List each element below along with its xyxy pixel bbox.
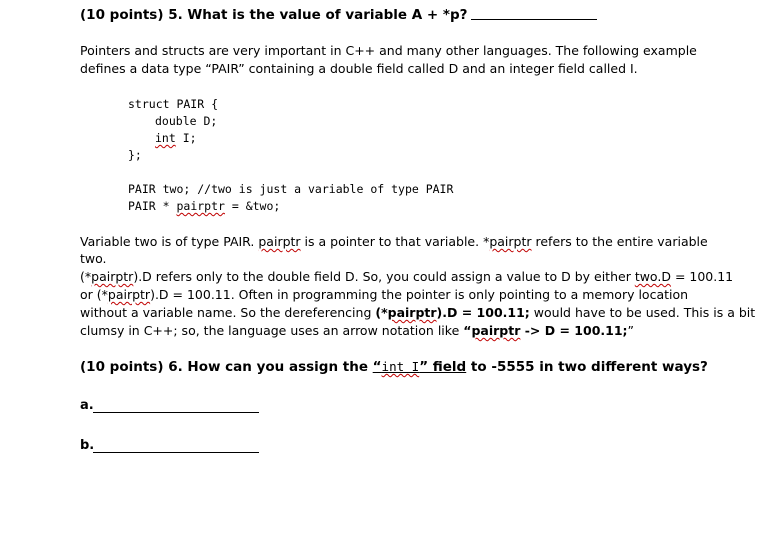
body-bold: (* xyxy=(375,305,388,320)
body-text: refers to the entire variable xyxy=(531,234,708,249)
body-pairptr: pairptr xyxy=(387,305,437,320)
answer-a-label: a. xyxy=(80,398,94,413)
code-int-keyword: int xyxy=(155,131,176,145)
code-line-int xyxy=(155,130,197,147)
body-line-3 xyxy=(80,268,733,286)
quote-close: ” field xyxy=(419,359,467,375)
intro-line-1: Pointers and structs are very important in C++ and many other languages. The following example xyxy=(80,43,697,58)
body-pairptr: pairptr xyxy=(107,287,151,302)
code-line-double: double D; xyxy=(155,114,218,128)
body-line-4 xyxy=(80,286,688,304)
code-line-close: }; xyxy=(128,148,142,162)
body-bold: ).D = 100.11; xyxy=(436,305,530,320)
body-two-d: two.D xyxy=(634,269,671,284)
code-line-struct: struct PAIR { xyxy=(128,97,219,111)
body-bold: “ xyxy=(463,323,472,338)
body-bold: -> D = 100.11; xyxy=(520,323,628,338)
answer-b-label: b. xyxy=(80,438,95,453)
body-text: clumsy in C++; so, the language uses an arrow notation like xyxy=(80,323,464,338)
body-line-5 xyxy=(80,304,755,322)
question-6-field xyxy=(373,359,467,375)
code-pointer-c: = &two; xyxy=(224,199,281,213)
body-line-1 xyxy=(80,233,708,251)
body-pairptr: pairptr xyxy=(258,234,301,249)
question-6-text: (10 points) 6. How can you assign the xyxy=(80,359,373,375)
answer-blank-5[interactable] xyxy=(471,7,597,20)
body-text: would have to be used. This is a bit xyxy=(529,305,756,320)
question-6-code: int I xyxy=(381,359,420,374)
intro-line-2: defines a data type “PAIR” containing a double field called D and an integer field called I. xyxy=(80,61,638,76)
body-text: Variable two is of type PAIR. xyxy=(80,234,259,249)
body-text: ” xyxy=(627,323,635,338)
body-text: (* xyxy=(80,269,92,284)
code-line-declare-two: PAIR two; //two is just a variable of type PAIR xyxy=(128,182,454,196)
body-pairptr: pairptr xyxy=(91,269,134,284)
body-line-6 xyxy=(80,322,634,340)
question-6 xyxy=(80,359,708,375)
body-text: is a pointer to that variable. * xyxy=(300,234,490,249)
question-5-text: (10 points) 5. What is the value of variable A + *p? xyxy=(80,7,468,23)
code-pointer-a: PAIR * xyxy=(128,199,177,213)
quote-open: “ xyxy=(372,359,382,375)
answer-b-blank[interactable] xyxy=(93,452,259,453)
code-int-rest: I; xyxy=(175,131,197,145)
body-pairptr: pairptr xyxy=(471,323,521,338)
body-text: ).D = 100.11. Often in programming the pointer is only pointing to a memory location xyxy=(150,287,689,302)
body-line-2: two. xyxy=(80,251,107,266)
body-text: = 100.11 xyxy=(670,269,734,284)
code-line-pointer xyxy=(128,198,280,215)
body-pairptr: pairptr xyxy=(489,234,532,249)
body-text: or (* xyxy=(80,287,108,302)
question-5 xyxy=(80,7,597,23)
body-text: ).D refers only to the double field D. So, you could assign a value to D by either xyxy=(133,269,635,284)
body-text: without a variable name. So the dereferencing xyxy=(80,305,376,320)
answer-a-blank[interactable] xyxy=(93,412,259,413)
code-pointer-name: pairptr xyxy=(176,199,225,213)
question-6-rest: to -5555 in two different ways? xyxy=(466,359,708,375)
